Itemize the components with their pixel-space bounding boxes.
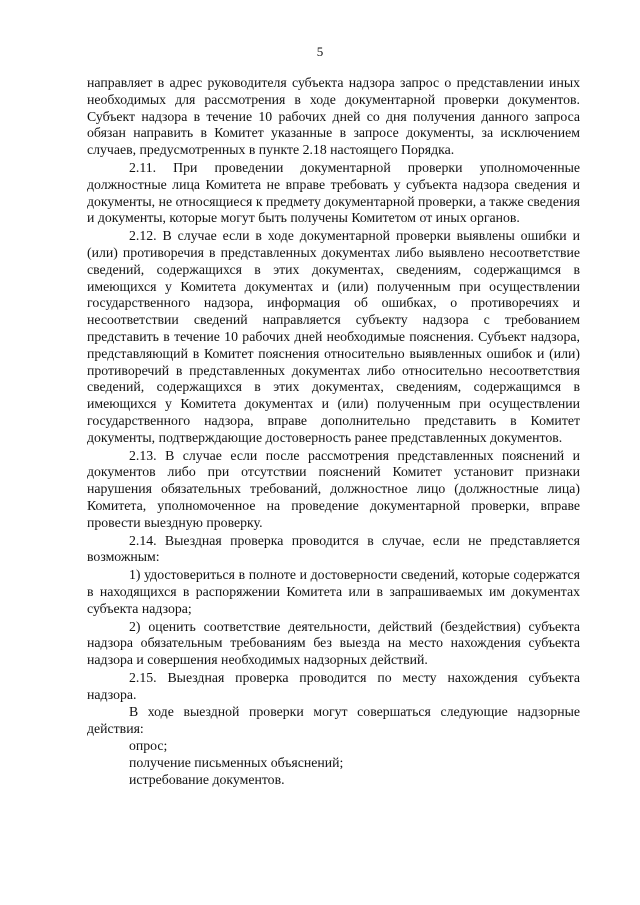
paragraph-2-11: 2.11. При проведении документарной проверки уполномоченные должностные лица Комитета не вправе требовать у субъекта надзора сведения и документы, не относящиеся к предмету документарной проверки, а также сведения и документы, которые могут быть получены Комитетом от иных органов.	[87, 159, 580, 226]
paragraph-2-12: 2.12. В случае если в ходе документарной проверки выявлены ошибки и (или) противоречия в представленных документах либо выявлено несоответствие сведений, содержащихся в этих документах, сведениям, содержащимся в имеющихся у Комитета документах и (или) полученным при осуществлении государственного надзора, информация об ошибках, о противоречиях и несоответствии сведений направляется субъекту надзора с требованием представить в течение 10 рабочих дней необходимые пояснения. Субъект надзора, представляющий в Комитет пояснения относительно выявленных ошибок и (или) противоречий в представленных документах либо относительно несоответствия сведений, содержащихся в этих документах, сведениям, содержащимся в имеющихся у Комитета документах и (или) полученным при осуществлении государственного надзора, вправе дополнительно представить в Комитет документы, подтверждающие достоверность ранее представленных документов.	[87, 228, 580, 445]
document-body	[87, 75, 580, 788]
action-item-survey: опрос;	[129, 738, 168, 754]
paragraph-2-13: 2.13. В случае если после рассмотрения представленных пояснений и документов либо при отсутствии пояснений Комитет установит признаки нарушения обязательных требований, должностное лицо (должностные лица) Комитета, уполномоченное на проведение документарной проверки, вправе провести выездную проверку.	[87, 447, 580, 530]
paragraph-supervisory-actions: В ходе выездной проверки могут совершаться следующие надзорные действия:	[87, 704, 580, 737]
paragraph-2-14: 2.14. Выездная проверка проводится в случае, если не представляется возможным:	[87, 532, 580, 565]
paragraph-2-15: 2.15. Выездная проверка проводится по месту нахождения субъекта надзора.	[87, 669, 580, 702]
paragraph-2-14-item-2: 2) оценить соответствие деятельности, действий (бездействия) субъекта надзора обязательным требованиям без выезда на место нахождения субъекта надзора и совершения необходимых надзорных действий.	[87, 618, 580, 668]
paragraph-2-14-item-1: 1) удостовериться в полноте и достоверности сведений, которые содержатся в находящихся в распоряжении Комитета или в запрашиваемых им документах субъекта надзора;	[87, 567, 580, 616]
action-item-written-explanations: получение письменных объяснений;	[129, 754, 344, 770]
page-number: 5	[316, 44, 324, 59]
action-item-document-request: истребование документов.	[129, 771, 285, 787]
paragraph-continuation: направляет в адрес руководителя субъекта надзора запрос о представлении иных необходимых для рассмотрения в ходе документарной проверки документов. Субъект надзора в течение 10 рабочих дней со дня получения данного запроса обязан направить в Комитет указанные в запросе документы, за исключением случаев, предусмотренных в пункте 2.18 настоящего Порядка.	[87, 75, 580, 158]
